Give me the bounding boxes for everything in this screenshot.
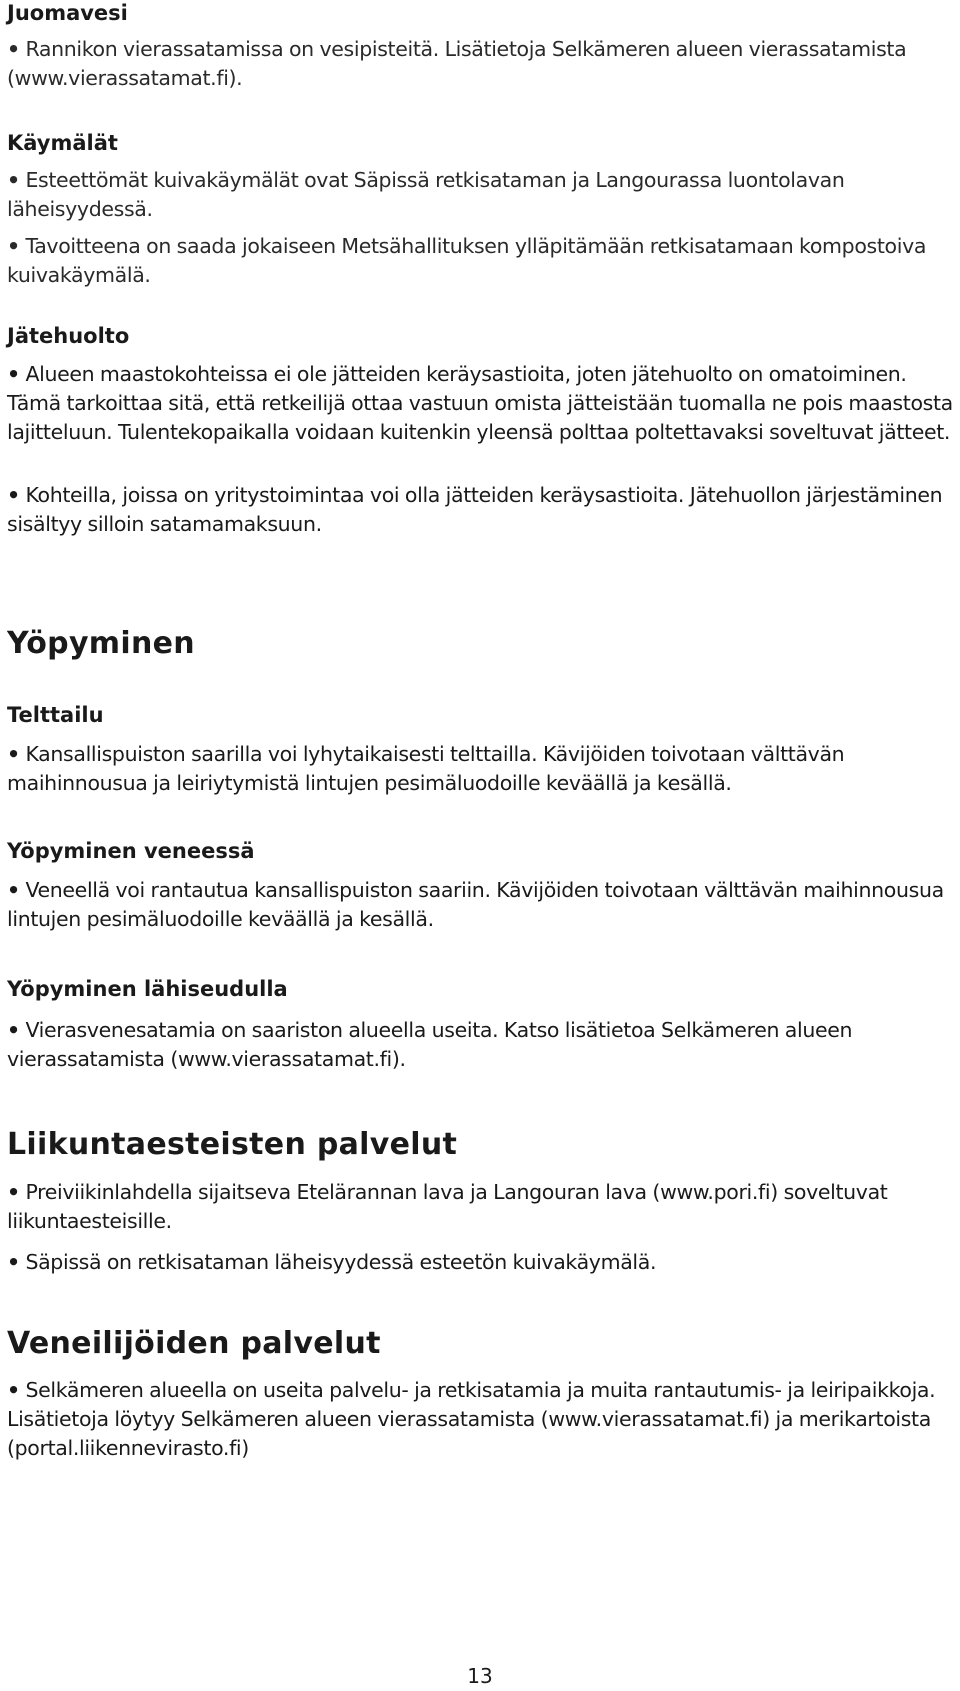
bullet-text: Säpissä on retkisataman läheisyydessä esteetön kuivakäymälä. bbox=[25, 1250, 657, 1274]
bullet-text: Kansallispuiston saarilla voi lyhytaikaisesti telttailla. Kävijöiden toivotaan välttävän maihinnousua ja leiriytymistä lintujen pesimäluodoille keväällä ja kesällä. bbox=[7, 742, 845, 795]
jatehuolto-bullets-2 bbox=[7, 481, 953, 539]
bullet-text: Veneellä voi rantautua kansallispuiston saariin. Kävijöiden toivotaan välttävän maihinnousua lintujen pesimäluodoille keväällä ja kesällä. bbox=[7, 878, 944, 931]
bullet-item bbox=[7, 876, 953, 934]
section-veneessa bbox=[7, 838, 953, 864]
bullet-text: Esteettömät kuivakäymälät ovat Säpissä retkisataman ja Langourassa luontolavan läheisyydessä. bbox=[7, 168, 845, 221]
bullet-text: Rannikon vierassatamissa on vesipisteitä. Lisätietoja Selkämeren alueen vierassatamista (www.vierassatamat.fi). bbox=[7, 37, 907, 90]
bullet-icon: • bbox=[7, 742, 20, 766]
bullet-item bbox=[7, 232, 953, 290]
bullet-icon: • bbox=[7, 1018, 20, 1042]
heading-kaymalat: Käymälät bbox=[7, 131, 118, 155]
heading-veneessa: Yöpyminen veneessä bbox=[7, 839, 255, 863]
title-liikuntaesteiset: Liikuntaesteisten palvelut bbox=[7, 1127, 458, 1162]
bullet-item bbox=[7, 740, 953, 798]
bullet-text: Alueen maastokohteissa ei ole jätteiden keräysastioita, joten jätehuolto on omatoiminen. Tämä tarkoittaa sitä, että retkeilijä ottaa vastuun omista jätteistään tuomalla ne pois maastosta lajitteluun. Tulentekopaikalla voidaan kuitenkin yleensä polttaa poltettavaksi soveltuvat jätteet. bbox=[7, 362, 953, 444]
bullet-text: Kohteilla, joissa on yritystoimintaa voi olla jätteiden keräysastioita. Jätehuollon järjestäminen sisältyy silloin satamamaksuun. bbox=[7, 483, 943, 536]
bullet-icon: • bbox=[7, 362, 20, 386]
title-yopyminen: Yöpyminen bbox=[7, 626, 195, 661]
jatehuolto-bullets bbox=[7, 360, 953, 447]
bullet-text: Preiviikinlahdella sijaitseva Etelärannan lava ja Langouran lava (www.pori.fi) soveltuvat liikuntaesteisille. bbox=[7, 1180, 888, 1233]
section-telttailu bbox=[7, 702, 953, 728]
veneilijat-bullets bbox=[7, 1376, 953, 1463]
lahiseudulla-bullets bbox=[7, 1016, 953, 1074]
section-juomavesi bbox=[7, 0, 953, 26]
kaymalat-bullets-2 bbox=[7, 232, 953, 290]
bullet-icon: • bbox=[7, 483, 20, 507]
veneessa-bullets bbox=[7, 876, 953, 934]
bullet-item bbox=[7, 481, 953, 539]
bullet-item bbox=[7, 1248, 953, 1277]
bullet-icon: • bbox=[7, 234, 20, 258]
bullet-icon: • bbox=[7, 1180, 20, 1204]
bullet-icon: • bbox=[7, 37, 20, 61]
bullet-icon: • bbox=[7, 168, 20, 192]
heading-juomavesi: Juomavesi bbox=[7, 1, 128, 25]
bullet-item bbox=[7, 1016, 953, 1074]
title-veneilijat: Veneilijöiden palvelut bbox=[7, 1326, 381, 1361]
section-kaymalat bbox=[7, 130, 953, 156]
bullet-icon: • bbox=[7, 1250, 20, 1274]
liikuntaesteiset-bullets bbox=[7, 1178, 953, 1236]
heading-telttailu: Telttailu bbox=[7, 703, 104, 727]
heading-lahiseudulla: Yöpyminen lähiseudulla bbox=[7, 977, 288, 1001]
kaymalat-bullets bbox=[7, 166, 953, 224]
bullet-text: Vierasvenesatamia on saariston alueella useita. Katso lisätietoa Selkämeren alueen vierassatamista (www.vierassatamat.fi). bbox=[7, 1018, 853, 1071]
bullet-item bbox=[7, 1178, 953, 1236]
bullet-item bbox=[7, 1376, 953, 1463]
heading-jatehuolto: Jätehuolto bbox=[7, 324, 130, 348]
section-veneilijat bbox=[7, 1326, 953, 1362]
bullet-icon: • bbox=[7, 878, 20, 902]
telttailu-bullets bbox=[7, 740, 953, 798]
bullet-text: Tavoitteena on saada jokaiseen Metsähallituksen ylläpitämään retkisatamaan kompostoiva kuivakäymälä. bbox=[7, 234, 927, 287]
juomavesi-bullets bbox=[7, 35, 953, 93]
section-liikuntaesteiset bbox=[7, 1127, 953, 1163]
bullet-item bbox=[7, 360, 953, 447]
bullet-item bbox=[7, 166, 953, 224]
bullet-text: Selkämeren alueella on useita palvelu- ja retkisatamia ja muita rantautumis- ja leiripaikkoja. Lisätietoja löytyy Selkämeren alueen vierassatamista (www.vierassatamat.fi) ja merikartoista (portal.liikennevirasto.fi) bbox=[7, 1378, 936, 1460]
bullet-item bbox=[7, 35, 953, 93]
bullet-icon: • bbox=[7, 1378, 20, 1402]
section-yopyminen bbox=[7, 626, 953, 662]
liikuntaesteiset-bullets-2 bbox=[7, 1248, 953, 1277]
section-lahiseudulla bbox=[7, 976, 953, 1002]
page-number: 13 bbox=[467, 1664, 493, 1688]
section-jatehuolto bbox=[7, 323, 953, 349]
